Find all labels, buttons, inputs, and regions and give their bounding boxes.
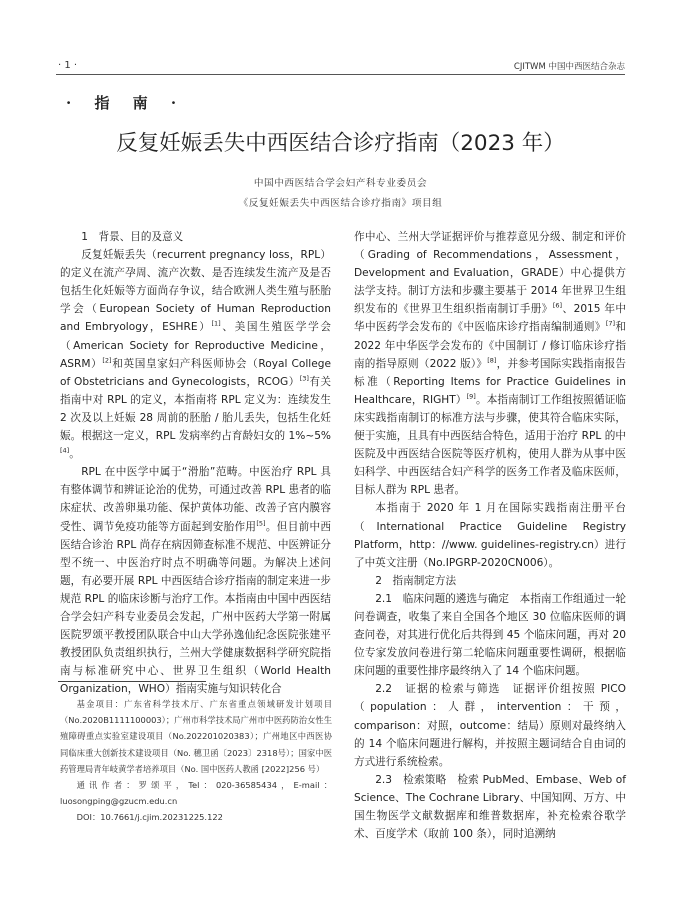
body-left-column (60, 228, 331, 698)
article-title: 反复妊娠丢失中西医结合诊疗指南（2023 年） (116, 131, 565, 156)
affiliation-2: 《反复妊娠丢失中西医结合诊疗指南》项目组 (238, 198, 443, 209)
footnote-funding: 基金项目：广东省科学技术厅、广东省重点领域研发计划项目（No.2020B1111100003）；广州市科学技术局广州市中医药防治女性生殖障碍重点实验室建设项目（No.202201020383）；广州地区中西医协同临床重大创新技术建设项目（No. 穗卫函〔2023〕2318号）；国家中医药管理局青年岐黄学者培养项目（No. 国中医药人教函 [2022]256 号） (60, 699, 332, 774)
citation: [9] (466, 392, 476, 401)
footnote-corresponding-author: 通讯作者：罗颂平，Tel：020-36585434，E-mail：luosongping@gzucm.edu.cn (60, 780, 332, 807)
citation: [2] (102, 356, 112, 365)
journal-name: CJITWM 中国中西医结合杂志 (513, 62, 625, 72)
body-right-column (354, 228, 626, 843)
paragraph-2-3: 2.3 检索策略 检索 PubMed、Embase、Web of Science、The Cochrane Library、中国知网、万方、中国生物医学文献数据库和维普数据库，补充检索谷歌学术、百度学术（取前 100 条），同时追溯纳 (354, 773, 626, 841)
citation: [5] (256, 518, 266, 527)
citation: [3] (299, 374, 309, 383)
header-rule (56, 74, 625, 75)
paragraph-tcm-rpl: RPL 在中医学中属于“滑胎”范畴。中医治疗 RPL 具有整体调节和辨证论治的优势，可通过改善 RPL 患者的临床症状、改善卵巢功能、保护黄体功能、改善子宫内膜容受性、调节免疫功能等方面起到安胎作用[5]。但目前中西医结合诊治 RPL 尚存在病因筛查标准不规范、中医辨证分型不统一、中医治疗时点不明确等问题。为解决上述问题，有必要开展 RPL 中西医结合诊疗指南的制定来进一步规范 RPL 的临床诊断与治疗工作。本指南由中国中西医结合学会妇产科专业委员会发起，广州中医药大学第一附属医院罗颂平教授团队联合中山大学孙逸仙纪念医院张建平教授团队负责组织执行，兰州大学健康数据科学研究院指南与标准研究中心、世界卫生组织（World Health Organization，WHO）指南实施与知识转化合 (60, 466, 332, 696)
citation: [7] (605, 319, 616, 328)
paragraph-rpl-definition: 反复妊娠丢失（recurrent pregnancy loss，RPL）的定义在流产孕周、流产次数、是否连续发生流产及是否包括生化妊娠等方面尚存争议，结合欧洲人类生殖与胚胎学会（European Society of Human Reproduction and Embryology，ESHRE）[1]、美国生殖医学学会（American Society for Reproductive Medicine，ASRM）[2]和英国皇家妇产科医师协会（Royal College of Obstetricians and Gynecologists，RCOG）[3]有关指南中对 RPL 的定义，本指南将 RPL 定义为：连续发生 2 次及以上妊娠 28 周前的胚胎 / 胎儿丢失，包括生化妊娠。根据这一定义，RPL 发病率约占育龄妇女的 1%~5%[4]。 (60, 249, 332, 461)
affiliation-1: 中国中西医结合学会妇产科专业委员会 (253, 178, 428, 189)
citation: [1] (211, 319, 221, 328)
paragraph-2-1: 2.1 临床问题的遴选与确定 本指南工作组通过一轮问卷调查，收集了来自全国各个地区 30 位临床医师的调查问卷，对其进行优化后共得到 45 个临床问题，再对 20 位专家发放问卷进行第二轮临床问题重要性调研，根据临床问题的重要性排序最终纳入了 14 个临床问题。 (354, 592, 626, 678)
page-number: · 1 · (58, 60, 78, 71)
citation: [4] (60, 446, 70, 455)
footnote-doi: DOI：10.7661/j.cjim.20231225.122 (76, 812, 223, 823)
paragraph-method-support: 作中心、兰州大学证据评价与推荐意见分级、制定和评价（Grading of Recommendations，Assessment，Development and Evaluation，GRADE）中心提供方法学支持。制订方法和步骤主要基于 2014 年世界卫生组织发布的《世界卫生组织指南制订手册》[6]、2015 年中华中医药学会发布的《中医临床诊疗指南编制通则》[7]和 2022 年中华医学会发布的《中国制订 / 修订临床诊疗指南的指导原则（2022 版）》[8]，并参考国际实践指南报告标准（Reporting Items for Practice Guidelines in Healthcare，RIGHT）[9]。本指南制订工作组按照循证临床实践指南制订的标准方法与步骤，使其符合临床实际，便于实施，且具有中西医结合特色，适用于治疗 RPL 的中医院及中西医结合医院等医疗机构，使用人群为从事中医妇科学、中西医结合妇产科学的医务工作者及临床医师，目标人群为 RPL 患者。 (354, 231, 627, 497)
footnotes (60, 696, 332, 826)
citation: [8] (487, 356, 497, 365)
section-heading-background: 1 背景、目的及意义 (81, 231, 184, 243)
citation: [6] (552, 301, 563, 310)
section-tag: · 指 南 · (66, 94, 186, 112)
paragraph-registration: 本指南于 2020 年 1 月在国际实践指南注册平台（International Practice Guideline Registry Platform，http：//www. guidelines-registry.cn）进行了中英文注册（No.IPGRP-2020CN006）。 (354, 502, 626, 569)
section-heading-methods: 2 指南制定方法 (375, 574, 457, 587)
paragraph-2-2: 2.2 证据的检索与筛选 证据评价组按照 PICO（population：人群，intervention：干预，comparison：对照，outcome：结局）原则对最终纳入的 14 个临床问题进行解构，并按照主题词结合自由词的方式进行系统检索。 (354, 683, 626, 768)
footnote-rule (58, 681, 206, 682)
